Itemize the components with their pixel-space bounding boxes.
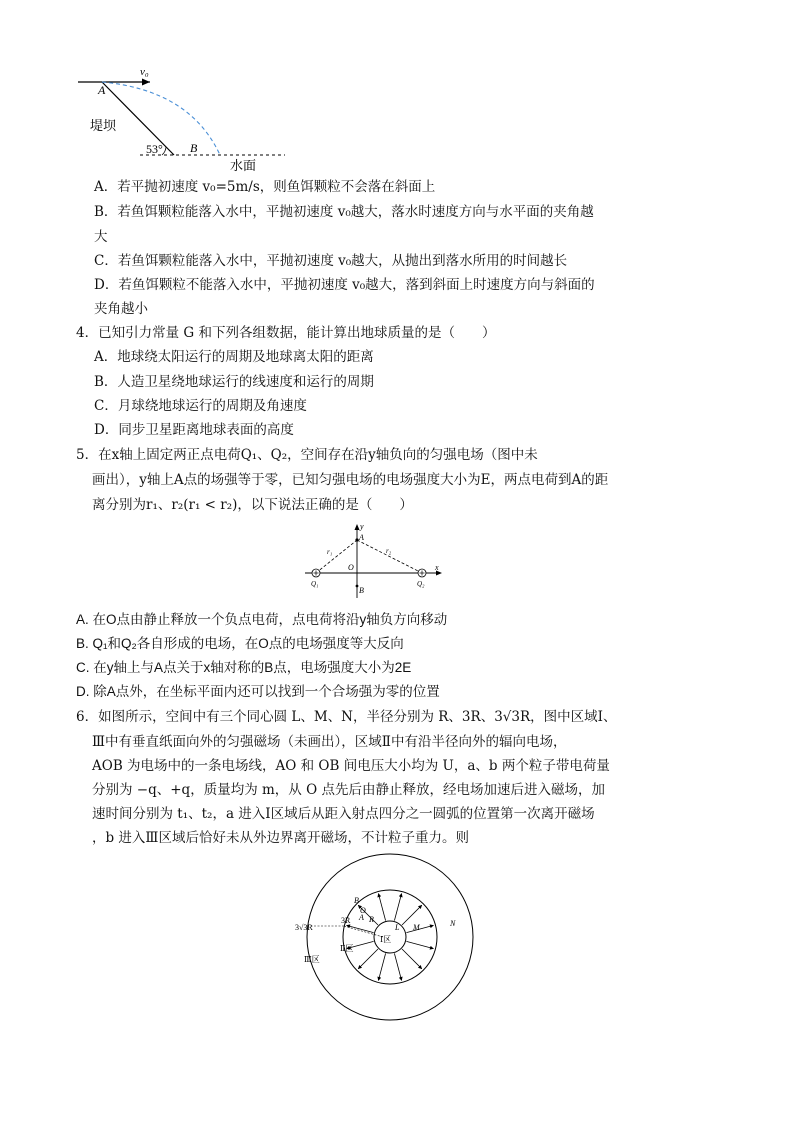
field-line	[347, 925, 374, 932]
fig-q2-label: Q₂	[417, 580, 425, 588]
v0-label: v₀	[140, 66, 149, 78]
charges-axis-figure	[300, 520, 450, 600]
q4-option-c: C．月球绕地球运行的周期及角速度	[94, 398, 307, 414]
field-line	[394, 894, 401, 921]
circle-n-label: N	[450, 919, 456, 928]
fig-point-a-label: A	[359, 533, 364, 542]
circle-l-label: L	[395, 923, 400, 932]
region-ii-label: Ⅱ区	[340, 944, 354, 953]
point-a-label: A	[359, 913, 364, 922]
field-line	[378, 894, 385, 921]
q4-option-b: B．人造卫星绕地球运行的线速度和运行的周期	[94, 374, 374, 390]
q3-option-b-line2: 大	[94, 229, 108, 245]
q3-option-d-line2: 夹角越小	[94, 301, 148, 317]
q6-stem-line4: 分别为 −q、+q，质量均为 m，从 O 点先后由静止释放，经电场加速后进入磁场，加	[92, 782, 605, 798]
q4-option-d: D．同步卫星距离地球表面的高度	[94, 422, 294, 438]
field-line	[358, 949, 378, 969]
q6-stem-line5: 速时间分别为 t₁、t₂，a 进入Ⅰ区域后从距入射点四分之一圆弧的位置第一次离开磁场	[92, 806, 595, 822]
radius-3r-label: 3R	[341, 916, 351, 925]
q5-option-a: A. 在O点由静止释放一个负点电荷，点电荷将沿y轴负方向移动	[76, 612, 448, 627]
q5-option-c: C. 在y轴上与A点关于x轴对称的B点，电场强度大小为2E	[76, 660, 412, 675]
q3-option-d-line1: D．若鱼饵颗粒不能落入水中，平抛初速度 v₀越大，落到斜面上时速度方向与斜面的	[94, 277, 595, 293]
region-iii-label: Ⅲ区	[304, 955, 320, 964]
fig-r1-label: r₁	[327, 548, 333, 556]
point-b-label: B	[354, 896, 359, 905]
q4-option-a: A．地球绕太阳运行的周期及地球离太阳的距离	[94, 349, 374, 365]
fig-y-axis-label: y	[360, 522, 364, 531]
point-a-label: A	[98, 83, 106, 97]
point-b-label: B	[190, 141, 198, 155]
projectile-slope-figure	[70, 60, 300, 175]
field-line	[378, 953, 385, 980]
q5-stem-line1: 5．在x轴上固定两正点电荷Q₁、Q₂，空间存在沿y轴负向的匀强电场（图中未	[76, 447, 538, 463]
q3-option-c: C．若鱼饵颗粒能落入水中，平抛初速度 v₀越大，从抛出到落水所用的时间越长	[94, 253, 568, 269]
q5-option-b: B. Q₁和Q₂各自形成的电场，在O点的电场强度等大反向	[76, 636, 404, 651]
q6-stem-line1: 6．如图所示，空间中有三个同心圆 L、M、N，半径分别为 R、3R、3√3R，图中区域Ⅰ、	[76, 709, 617, 725]
fig-q1-label: Q₁	[311, 580, 319, 588]
point-o-label: O	[360, 906, 366, 915]
field-line	[406, 925, 433, 932]
q4-stem: 4．已知引力常量 G 和下列各组数据，能计算出地球质量的是（ ）	[76, 325, 496, 341]
field-line	[394, 953, 401, 980]
radius-3sqrt3r-label: 3√3R	[295, 923, 313, 932]
q6-stem-line2: Ⅲ中有垂直纸面向外的匀强磁场（未画出），区域Ⅱ中有沿半径向外的辐向电场，	[92, 734, 567, 750]
q3-option-b-line1: B．若鱼饵颗粒能落入水中，平抛初速度 v₀越大，落水时速度方向与水平面的夹角越	[94, 204, 594, 220]
q6-stem-line3: AOB 为电场中的一条电场线，AO 和 OB 间电压大小均为 U，a、b 两个粒子带电荷量	[92, 758, 610, 774]
fig-point-b-label: B	[359, 586, 364, 595]
q5-stem-line3: 离分别为r₁、r₂(r₁ < r₂)，以下说法正确的是（ ）	[92, 497, 413, 513]
q5-stem-line2: 画出），y轴上A点的场强等于零，已知匀强电场的电场强度大小为E，两点电荷到A的距	[92, 472, 609, 488]
angle-label: 53°	[146, 142, 163, 156]
concentric-circles-figure	[290, 850, 490, 1030]
fig-origin-label: O	[348, 563, 354, 572]
water-surface-label: 水面	[230, 159, 257, 174]
q3-option-a: A．若平抛初速度 v₀=5m/s，则鱼饵颗粒不会落在斜面上	[94, 179, 436, 195]
region-i-label: Ⅰ区	[380, 935, 392, 944]
q6-stem-line6: ，b 进入Ⅲ区域后恰好未从外边界离开磁场，不计粒子重力。则	[92, 830, 469, 846]
q5-option-d: D. 除A点外，在坐标平面内还可以找到一个合场强为零的位置	[76, 684, 440, 699]
dam-label: 堤坝	[90, 119, 117, 134]
field-line	[402, 949, 422, 969]
circle-m-label: M	[413, 923, 420, 932]
fig-x-axis-label: x	[435, 563, 439, 572]
radius-r-label: R	[369, 915, 374, 924]
field-line	[406, 941, 433, 948]
fig-r2-label: r₂	[386, 547, 392, 555]
